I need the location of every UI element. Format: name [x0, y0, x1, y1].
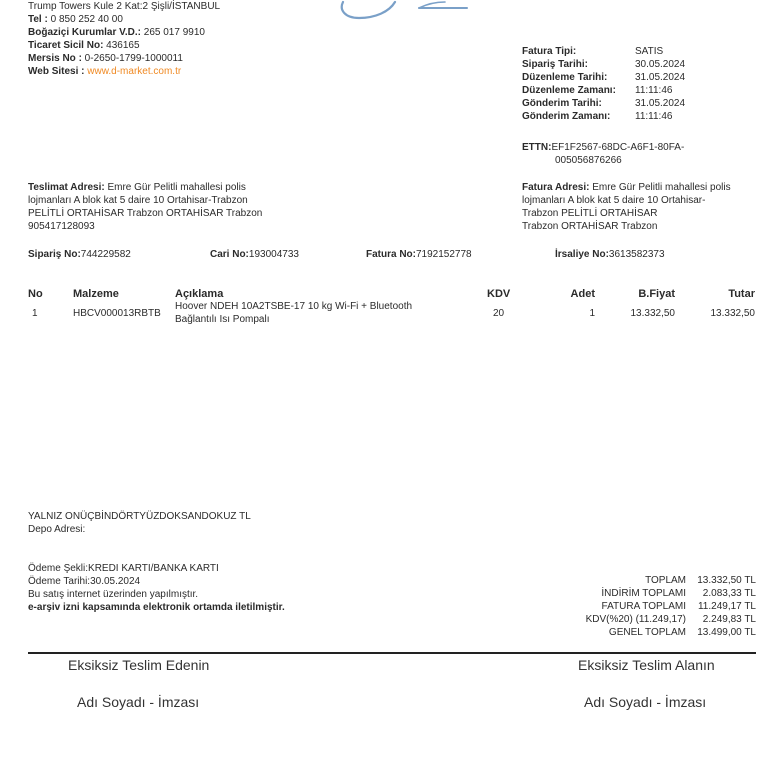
billing-address [522, 181, 762, 233]
totals-value: 2.249,83 TL [702, 614, 756, 625]
meta-row [522, 45, 762, 58]
seller-website-link[interactable]: www.d-market.com.tr [84, 66, 182, 77]
billing-line3: Trabzon PELİTLİ ORTAHİSAR [522, 208, 658, 219]
totals-label: GENEL TOPLAM [608, 627, 686, 638]
header-qty: Adet [570, 288, 595, 300]
account-number [210, 248, 299, 261]
totals-value: 2.083,33 TL [702, 588, 756, 599]
header-vat: KDV [487, 288, 511, 300]
payment-block [28, 562, 285, 614]
seller-tel-label: Tel : [28, 14, 48, 25]
seller-tax-office-label: Boğaziçi Kurumlar V.D.: [28, 27, 141, 38]
meta-value: 30.05.2024 [635, 59, 686, 70]
shipping-line1: Emre Gür Pelitli mahallesi polis [104, 182, 246, 193]
account-label: Cari No: [210, 249, 249, 260]
meta-value: 11:11:46 [635, 85, 673, 96]
totals-row [520, 626, 756, 639]
seller-trade-registry [28, 39, 358, 52]
waybill-number [555, 248, 665, 261]
ettn-label: ETTN: [522, 142, 552, 153]
deliverer-signature-field: Adı Soyadı - İmzası [77, 694, 200, 710]
seller-tel-value: 0 850 252 40 00 [47, 14, 123, 25]
seller-website-label: Web Sitesi : [28, 66, 85, 77]
meta-label: Fatura Tipi: [522, 46, 577, 57]
row-qty: 1 [589, 308, 595, 319]
meta-value: 31.05.2024 [635, 72, 686, 83]
signature-divider [28, 652, 756, 654]
waybill-value: 3613582373 [608, 249, 665, 260]
totals-value: 11.249,17 TL [697, 601, 756, 612]
earchive-note: e-arşiv izni kapsamında elektronik ortamda iletilmiştir. [28, 602, 285, 613]
meta-value: 31.05.2024 [635, 98, 686, 109]
meta-row [522, 58, 762, 71]
meta-row [522, 84, 762, 97]
seller-website [28, 65, 358, 78]
seller-info [28, 0, 358, 78]
totals-row [520, 600, 756, 613]
row-description-line2: Bağlantılı Isı Pompalı [175, 314, 270, 325]
order-label: Sipariş No: [28, 249, 81, 260]
amount-in-words-block [28, 510, 251, 536]
header-unit-price: B.Fiyat [638, 288, 675, 300]
seller-trade-reg-value: 436165 [103, 40, 140, 51]
meta-row [522, 110, 762, 123]
meta-label: Düzenleme Tarihi: [522, 72, 608, 83]
seller-mersis-value: 0-2650-1799-1000011 [81, 53, 183, 64]
seller-tax-office [28, 26, 358, 39]
meta-label: Gönderim Zamanı: [522, 111, 611, 122]
totals-row [520, 613, 756, 626]
shipping-line3: PELİTLİ ORTAHİSAR Trabzon ORTAHİSAR Trabzon [28, 208, 263, 219]
row-material: HBCV000013RBTB [73, 308, 161, 319]
payment-method: Ödeme Şekli:KREDI KARTI/BANKA KARTI [28, 563, 219, 574]
ettn-line2: 005056876266 [555, 155, 622, 166]
order-number [28, 248, 131, 261]
meta-value: SATIS [635, 46, 664, 57]
payment-date: Ödeme Tarihi:30.05.2024 [28, 576, 141, 587]
totals-label: İNDİRİM TOPLAMI [601, 588, 686, 599]
seller-trade-reg-label: Ticaret Sicil No: [28, 40, 104, 51]
billing-line4: Trabzon ORTAHİSAR Trabzon [522, 221, 658, 232]
shipping-line2: lojmanları A blok kat 5 daire 10 Ortahisar-Trabzon [28, 195, 248, 206]
invoice-value: 7192152778 [416, 249, 472, 260]
totals-row [520, 574, 756, 587]
receiver-signature-field: Adı Soyadı - İmzası [584, 694, 707, 710]
shipping-address [28, 181, 298, 233]
header-material: Malzeme [73, 288, 119, 300]
seller-tax-office-value: 265 017 9910 [141, 27, 205, 38]
row-description [175, 300, 412, 326]
billing-label: Fatura Adresi: [522, 182, 590, 193]
totals-row [520, 587, 756, 600]
invoice-label: Fatura No: [366, 249, 416, 260]
totals-value: 13.332,50 TL [697, 575, 756, 586]
online-sale-note: Bu satış internet üzerinden yapılmıştır. [28, 589, 199, 600]
seller-address: Trump Towers Kule 2 Kat:2 Şişli/İSTANBUL [28, 1, 221, 12]
deliverer-title: Eksiksiz Teslim Edenin [68, 657, 210, 673]
row-total: 13.332,50 [710, 308, 755, 319]
header-description: Açıklama [175, 288, 224, 300]
ettn-line1: EF1F2567-68DC-A6F1-80FA- [551, 142, 685, 153]
row-no: 1 [32, 308, 38, 319]
meta-label: Gönderim Tarihi: [522, 98, 602, 109]
order-value: 744229582 [80, 249, 131, 260]
amount-in-words: YALNIZ ONÜÇBİNDÖRTYÜZDOKSANDOKUZ TL [28, 511, 251, 522]
seller-tel [28, 13, 358, 26]
meta-value: 11:11:46 [635, 111, 673, 122]
invoice-number [366, 248, 472, 261]
waybill-label: İrsaliye No: [555, 249, 609, 260]
meta-label: Sipariş Tarihi: [522, 59, 588, 70]
meta-label: Düzenleme Zamanı: [522, 85, 616, 96]
meta-row [522, 97, 762, 110]
totals-block [520, 574, 756, 639]
billing-line2: lojmanları A blok kat 5 daire 10 Ortahisar- [522, 195, 706, 206]
seller-mersis [28, 52, 358, 65]
seller-mersis-label: Mersis No : [28, 53, 82, 64]
shipping-line4: 905417128093 [28, 221, 95, 232]
row-description-line1: Hoover NDEH 10A2TSBE-17 10 kg Wi-Fi + Bluetooth [175, 301, 413, 312]
depot-address: Depo Adresi: [28, 524, 86, 535]
account-value: 193004733 [248, 249, 299, 260]
totals-label: FATURA TOPLAMI [601, 601, 686, 612]
totals-label: TOPLAM [645, 575, 686, 586]
receiver-title: Eksiksiz Teslim Alanın [578, 657, 715, 673]
row-unit-price: 13.332,50 [630, 308, 675, 319]
meta-row [522, 71, 762, 84]
header-total: Tutar [728, 288, 755, 300]
ettn-block [522, 141, 722, 167]
billing-line1: Emre Gür Pelitli mahallesi polis [589, 182, 731, 193]
invoice-meta [522, 45, 762, 123]
totals-value: 13.499,00 TL [697, 627, 756, 638]
totals-label: KDV(%20) (11.249,17) [585, 614, 686, 625]
header-no: No [28, 288, 43, 300]
shipping-label: Teslimat Adresi: [28, 182, 105, 193]
row-vat: 20 [493, 308, 505, 319]
